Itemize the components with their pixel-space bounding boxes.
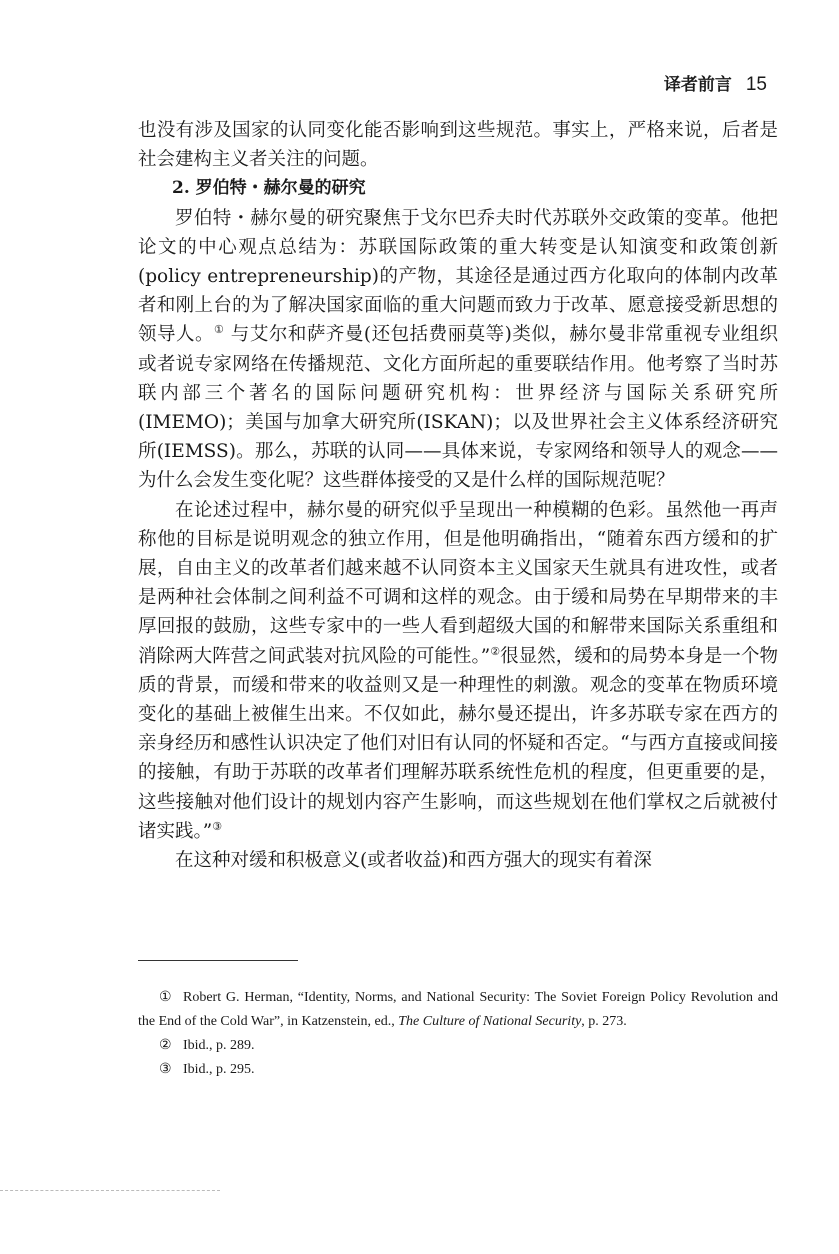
paragraph-herman-argument	[138, 496, 778, 846]
footnote-book-title: The Culture of National Security	[398, 1014, 582, 1029]
footnote-text: , p. 273.	[581, 1014, 627, 1029]
paragraph-herman-intro	[138, 204, 778, 496]
section-heading: 2. 罗伯特・赫尔曼的研究	[172, 178, 366, 199]
paragraph-continues: 在这种对缓和积极意义(或者收益)和西方强大的现实有着深	[175, 850, 652, 872]
footnote-1	[138, 986, 778, 1034]
footnote-mark: ①	[159, 990, 172, 1005]
footnote-2	[138, 1034, 778, 1058]
running-title: 译者前言	[663, 75, 732, 95]
footnote-3	[138, 1058, 778, 1082]
footnote-text: Ibid., p. 289.	[183, 1038, 255, 1053]
page-number: 15	[745, 74, 767, 95]
footnote-ref-2[interactable]: ②	[490, 644, 501, 658]
paragraph-text: 与艾尔和萨齐曼(还包括费丽莫等)类似，赫尔曼非常重视专业组织或者说专家网络在传播规范、文化方面所起的重要联结作用。他考察了当时苏联内部三个著名的国际问题研究机构：世界经济与国际关系研究所(IMEMO)；美国与加拿大研究所(ISKAN)；以及世界社会主义体系经济研究所(IEMSS)。那么，苏联的认同——具体来说，专家网络和领导人的观念——为什么会发生变化呢？这些群体接受的又是什么样的国际规范呢？	[138, 324, 778, 492]
paragraph-text: 很显然，缓和的局势本身是一个物质的背景，而缓和带来的收益则又是一种理性的刺激。观念的变革在物质环境变化的基础上被催生出来。不仅如此，赫尔曼还提出，许多苏联专家在西方的亲身经历和感性认识决定了他们对旧有认同的怀疑和否定。“与西方直接或间接的接触，有助于苏联的改革者们理解苏联系统性危机的程度，但更重要的是，这些接触对他们设计的规划内容产生影响，而这些规划在他们掌权之后就被付诸实践。”	[138, 645, 778, 842]
scan-artifact	[0, 1190, 220, 1191]
footnote-mark: ②	[159, 1038, 172, 1053]
footnotes	[138, 986, 778, 1082]
footnote-divider	[138, 960, 298, 961]
footnote-ref-1[interactable]: ①	[214, 323, 225, 337]
main-text	[138, 116, 778, 875]
footnote-text: Robert G. Herman, “Identity, Norms, and National Security: The Soviet Foreign Policy Revolution and the End of the Cold War”, in Katzenstein, ed.,	[138, 990, 778, 1029]
paragraph-text: 在论述过程中，赫尔曼的研究似乎呈现出一种模糊的色彩。虽然他一再声称他的目标是说明观念的独立作用，但是他明确指出，“随着东西方缓和的扩展，自由主义的改革者们越来越不认同资本主义国家天生就具有进攻性，或者是两种社会体制之间利益不可调和这样的观念。由于缓和局势在早期带来的丰厚回报的鼓励，这些专家中的一些人看到超级大国的和解带来国际关系重组和消除两大阵营之间武装对抗风险的可能性。”	[138, 499, 778, 667]
footnote-mark: ③	[159, 1062, 172, 1077]
running-header	[664, 70, 767, 96]
paragraph-text: 罗伯特・赫尔曼的研究聚焦于戈尔巴乔夫时代苏联外交政策的变革。他把论文的中心观点总结为：苏联国际政策的重大转变是认知演变和政策创新(policy entrepreneurship)的产物，其途径是通过西方化取向的体制内改革者和刚上台的为了解决国家面临的重大问题而致力于改革、愿意接受新思想的领导人。	[138, 207, 778, 346]
footnote-ref-3[interactable]: ③	[212, 819, 223, 833]
footnote-text: Ibid., p. 295.	[183, 1062, 255, 1077]
paragraph-continued: 也没有涉及国家的认同变化能否影响到这些规范。事实上，严格来说，后者是社会建构主义者关注的问题。	[138, 120, 778, 171]
